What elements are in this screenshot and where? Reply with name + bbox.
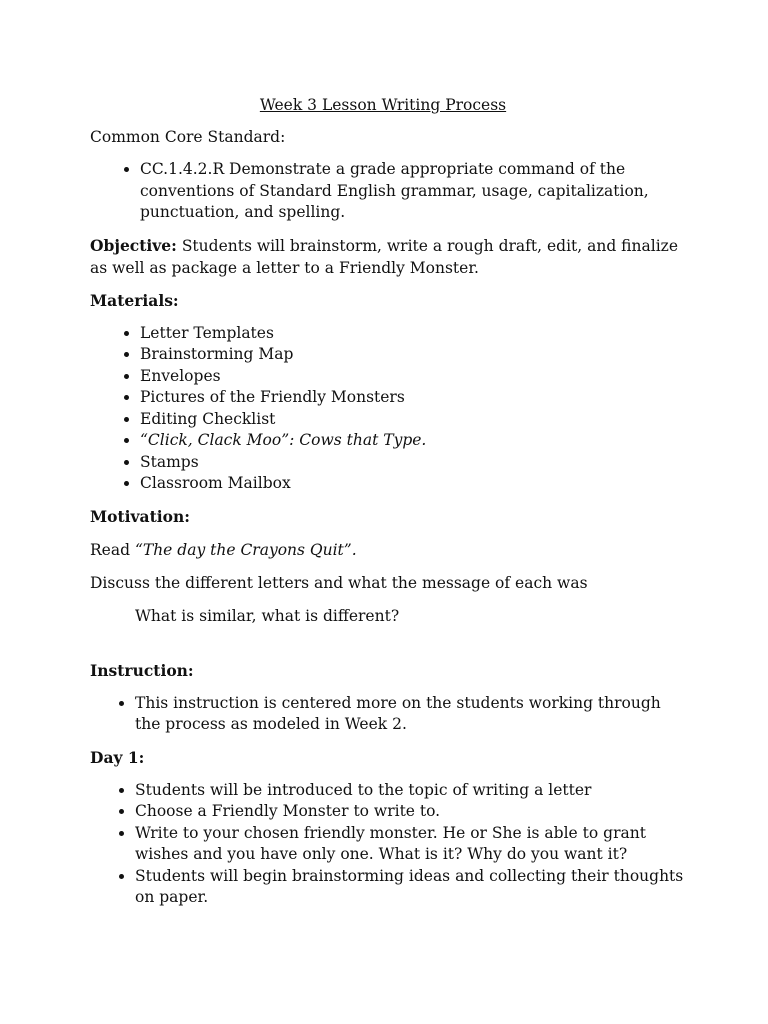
instruction-item: • This instruction is centered more on the students working through the process as modeled in Week 2. [135, 693, 690, 736]
motivation-question: What is similar, what is different? [135, 606, 400, 625]
materials-item: • Letter Templates [140, 323, 690, 345]
motivation-discuss: Discuss the different letters and what the message of each was [90, 573, 588, 592]
book-title: “Click, Clack Moo”: Cows that Type. [140, 431, 427, 449]
objective-text: Students will brainstorm, write a rough draft, edit, and finalize as well as package a letter to a Friendly Monster. [90, 236, 678, 277]
standard-label: Common Core Standard: [90, 128, 286, 146]
objective-label: Objective: [90, 235, 177, 255]
motivation-read-prefix: Read [90, 540, 135, 559]
instruction-label: Instruction: [90, 660, 194, 680]
document-page [90, 94, 690, 920]
materials-item: • Pictures of the Friendly Monsters [140, 387, 690, 409]
standard-list [90, 159, 690, 224]
motivation-read [90, 539, 690, 561]
materials-list [90, 323, 690, 495]
instruction-list [90, 693, 690, 736]
standard-item: • CC.1.4.2.R Demonstrate a grade appropriate command of the conventions of Standard English grammar, usage, capitalization, punctuation, and spelling. [140, 159, 690, 224]
motivation-label: Motivation: [90, 506, 190, 526]
motivation-book-title: “The day the Crayons Quit”. [134, 540, 357, 559]
day1-item: • Students will begin brainstorming ideas and collecting their thoughts on paper. [135, 866, 690, 909]
materials-item: • Stamps [140, 452, 690, 474]
materials-item: • Brainstorming Map [140, 344, 690, 366]
materials-item: • Envelopes [140, 366, 690, 388]
day1-label: Day 1: [90, 747, 145, 767]
day1-list [90, 780, 690, 909]
day1-item: • Write to your chosen friendly monster. He or She is able to grant wishes and you have only one. What is it? Why do you want it? [135, 823, 690, 866]
materials-item: • Editing Checklist [140, 409, 690, 431]
objective-paragraph [90, 235, 690, 279]
document-title: Week 3 Lesson Writing Process [259, 96, 507, 114]
spacer [90, 638, 690, 660]
day1-item: • Choose a Friendly Monster to write to. [135, 801, 690, 823]
day1-item: • Students will be introduced to the topic of writing a letter [135, 780, 690, 802]
materials-item: • Classroom Mailbox [140, 473, 690, 495]
materials-label: Materials: [90, 290, 179, 310]
materials-item [140, 430, 690, 452]
